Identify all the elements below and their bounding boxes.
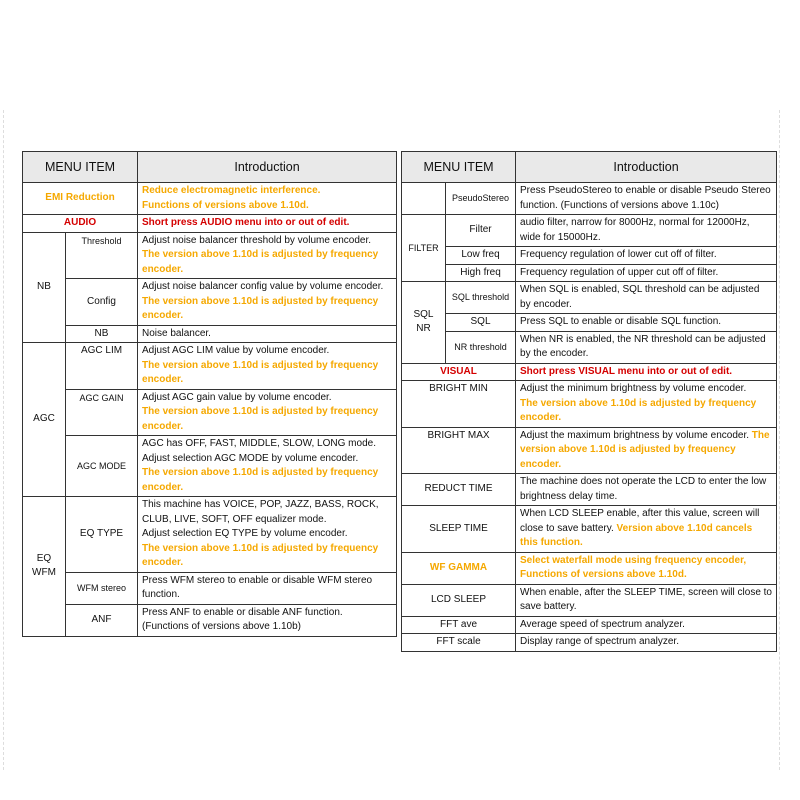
bright-max-desc <box>516 427 777 474</box>
bright-min-item: BRIGHT MIN <box>402 381 516 428</box>
agc-lim-desc <box>138 343 397 390</box>
table-row <box>23 572 397 604</box>
table-row <box>402 215 777 247</box>
table-row <box>402 634 777 652</box>
sql-threshold-item: SQL threshold <box>446 282 516 314</box>
wf-gamma-text: Select waterfall mode using frequency encoder, <box>520 554 747 566</box>
nr-threshold-desc: When NR is enabled, the NR threshold can be adjusted by the encoder. <box>516 331 777 363</box>
agc-mode-text1: AGC has OFF, FAST, MIDDLE, SLOW, LONG mode. <box>142 438 376 449</box>
sleep-time-text: When LCD SLEEP enable, after this value, screen will close to save battery. <box>520 508 760 534</box>
lcd-sleep-desc: When enable, after the SLEEP TIME, screen will close to save battery. <box>516 584 777 616</box>
agc-mode-text2: Adjust selection AGC MODE by volume encoder. <box>142 452 359 464</box>
pseudo-group-cell <box>402 183 446 215</box>
bright-min-text: Adjust the minimum brightness by volume encoder. <box>520 383 747 394</box>
table-row <box>402 584 777 616</box>
eq-type-desc <box>138 497 397 573</box>
table-row <box>23 232 397 279</box>
nb-config-text: Adjust noise balancer config value by volume encoder. <box>142 281 384 292</box>
sql-desc: Press SQL to enable or disable SQL function. <box>516 314 777 332</box>
table-row <box>23 183 397 215</box>
wfm-stereo-desc: Press WFM stereo to enable or disable WFM stereo function. <box>138 572 397 604</box>
audio-desc: Short press AUDIO menu into or out of edit. <box>138 215 397 233</box>
emi-reduction-item: EMI Reduction <box>23 183 138 215</box>
fft-ave-item: FFT ave <box>402 616 516 634</box>
table-row <box>402 616 777 634</box>
right-menu-table <box>401 151 777 652</box>
page-edge-left <box>3 110 4 770</box>
anf-item: ANF <box>66 604 138 636</box>
sql-threshold-desc: When SQL is enabled, SQL threshold can be adjusted by encoder. <box>516 282 777 314</box>
nb-config-note: The version above 1.10d is adjusted by frequency encoder. <box>142 295 379 321</box>
table-row <box>23 497 397 573</box>
nb-threshold-item: Threshold <box>66 232 138 279</box>
table-row <box>402 314 777 332</box>
fft-scale-desc: Display range of spectrum analyzer. <box>516 634 777 652</box>
bright-max-item: BRIGHT MAX <box>402 427 516 474</box>
reduct-time-item: REDUCT TIME <box>402 474 516 506</box>
emi-reduction-desc <box>138 183 397 215</box>
table-row <box>23 343 397 390</box>
table-row <box>23 389 397 436</box>
table-row <box>402 363 777 381</box>
eq-type-note: The version above 1.10d is adjusted by frequency encoder. <box>142 542 379 568</box>
filter-item: Filter <box>446 215 516 247</box>
table-row <box>23 436 397 497</box>
menu-item-header: MENU ITEM <box>23 152 138 183</box>
sql-nr-group: SQL NR <box>402 282 446 364</box>
emi-text: Reduce electromagnetic interference. <box>142 185 321 196</box>
fft-scale-item: FFT scale <box>402 634 516 652</box>
wf-gamma-item: WF GAMMA <box>402 552 516 584</box>
sql-item: SQL <box>446 314 516 332</box>
bright-max-note: The version above 1.10d is adjusted by frequency encoder. <box>520 429 770 470</box>
right-header-row <box>402 152 777 183</box>
anf-desc <box>138 604 397 636</box>
eq-wfm-group: EQ WFM <box>23 497 66 637</box>
eq-type-text2: Adjust selection EQ TYPE by volume encoder. <box>142 528 348 539</box>
nb-group: NB <box>23 232 66 343</box>
eq-type-text1: This machine has VOICE, POP, JAZZ, BASS, ROCK, CLUB, LIVE, SOFT, OFF equalizer mode. <box>142 499 379 525</box>
introduction-header: Introduction <box>516 152 777 183</box>
pseudostereo-item: PseudoStereo <box>446 183 516 215</box>
table-row <box>23 279 397 326</box>
nb-nb-item: NB <box>66 325 138 343</box>
table-row <box>402 474 777 506</box>
eq-type-item: EQ TYPE <box>66 497 138 573</box>
nb-threshold-note: The version above 1.10d is adjusted by frequency encoder. <box>142 249 379 275</box>
lcd-sleep-item: LCD SLEEP <box>402 584 516 616</box>
agc-gain-note: The version above 1.10d is adjusted by frequency encoder. <box>142 406 379 432</box>
low-freq-desc: Frequency regulation of lower cut off of filter. <box>516 247 777 265</box>
table-row <box>402 247 777 265</box>
low-freq-item: Low freq <box>446 247 516 265</box>
sleep-time-desc <box>516 506 777 553</box>
visual-desc: Short press VISUAL menu into or out of edit. <box>516 363 777 381</box>
agc-group: AGC <box>23 343 66 497</box>
left-menu-table <box>22 151 397 637</box>
anf-note: (Functions of versions above 1.10b) <box>142 621 301 632</box>
agc-lim-item: AGC LIM <box>66 343 138 390</box>
agc-gain-item: AGC GAIN <box>66 389 138 436</box>
sleep-time-note: Version above 1.10d cancels this function. <box>520 522 753 548</box>
menu-item-header: MENU ITEM <box>402 152 516 183</box>
agc-mode-note: The version above 1.10d is adjusted by frequency encoder. <box>142 467 379 493</box>
table-row <box>402 381 777 428</box>
sleep-time-item: SLEEP TIME <box>402 506 516 553</box>
pseudostereo-desc: Press PseudoStereo to enable or disable Pseudo Stereo function. (Functions of versions above 1.10c) <box>516 183 777 215</box>
table-row <box>402 331 777 363</box>
bright-min-note: The version above 1.10d is adjusted by frequency encoder. <box>520 397 757 423</box>
nb-config-desc <box>138 279 397 326</box>
wf-gamma-desc <box>516 552 777 584</box>
wfm-stereo-item: WFM stereo <box>66 572 138 604</box>
table-row <box>402 506 777 553</box>
left-header-row <box>23 152 397 183</box>
table-row <box>402 264 777 282</box>
nb-threshold-text: Adjust noise balancer threshold by volume encoder. <box>142 234 372 246</box>
reduct-time-desc: The machine does not operate the LCD to enter the low brightness delay time. <box>516 474 777 506</box>
visual-item: VISUAL <box>402 363 516 381</box>
page-edge-right <box>779 110 780 770</box>
nr-threshold-item: NR threshold <box>446 331 516 363</box>
bright-max-text: Adjust the maximum brightness by volume encoder. <box>520 429 750 441</box>
nb-threshold-desc <box>138 232 397 279</box>
agc-mode-item: AGC MODE <box>66 436 138 497</box>
agc-mode-desc <box>138 436 397 497</box>
table-row <box>23 325 397 343</box>
emi-note: Functions of versions above 1.10d. <box>142 199 309 211</box>
nb-config-item: Config <box>66 279 138 326</box>
wf-gamma-note: Functions of versions above 1.10d. <box>520 569 687 580</box>
high-freq-desc: Frequency regulation of upper cut off of filter. <box>516 264 777 282</box>
fft-ave-desc: Average speed of spectrum analyzer. <box>516 616 777 634</box>
agc-lim-text: Adjust AGC LIM value by volume encoder. <box>142 345 330 356</box>
filter-group: FILTER <box>402 215 446 282</box>
table-row <box>402 552 777 584</box>
introduction-header: Introduction <box>138 152 397 183</box>
nb-nb-desc: Noise balancer. <box>138 325 397 343</box>
agc-gain-desc <box>138 389 397 436</box>
bright-min-desc <box>516 381 777 428</box>
table-row <box>402 427 777 474</box>
table-row <box>402 183 777 215</box>
agc-gain-text: Adjust AGC gain value by volume encoder. <box>142 391 332 403</box>
filter-desc: audio filter, narrow for 8000Hz, normal for 12000Hz, wide for 15000Hz. <box>516 215 777 247</box>
table-row <box>402 282 777 314</box>
table-row <box>23 604 397 636</box>
agc-lim-note: The version above 1.10d is adjusted by frequency encoder. <box>142 359 379 385</box>
anf-text: Press ANF to enable or disable ANF function. <box>142 606 343 618</box>
audio-item: AUDIO <box>23 215 138 233</box>
table-row <box>23 215 397 233</box>
high-freq-item: High freq <box>446 264 516 282</box>
